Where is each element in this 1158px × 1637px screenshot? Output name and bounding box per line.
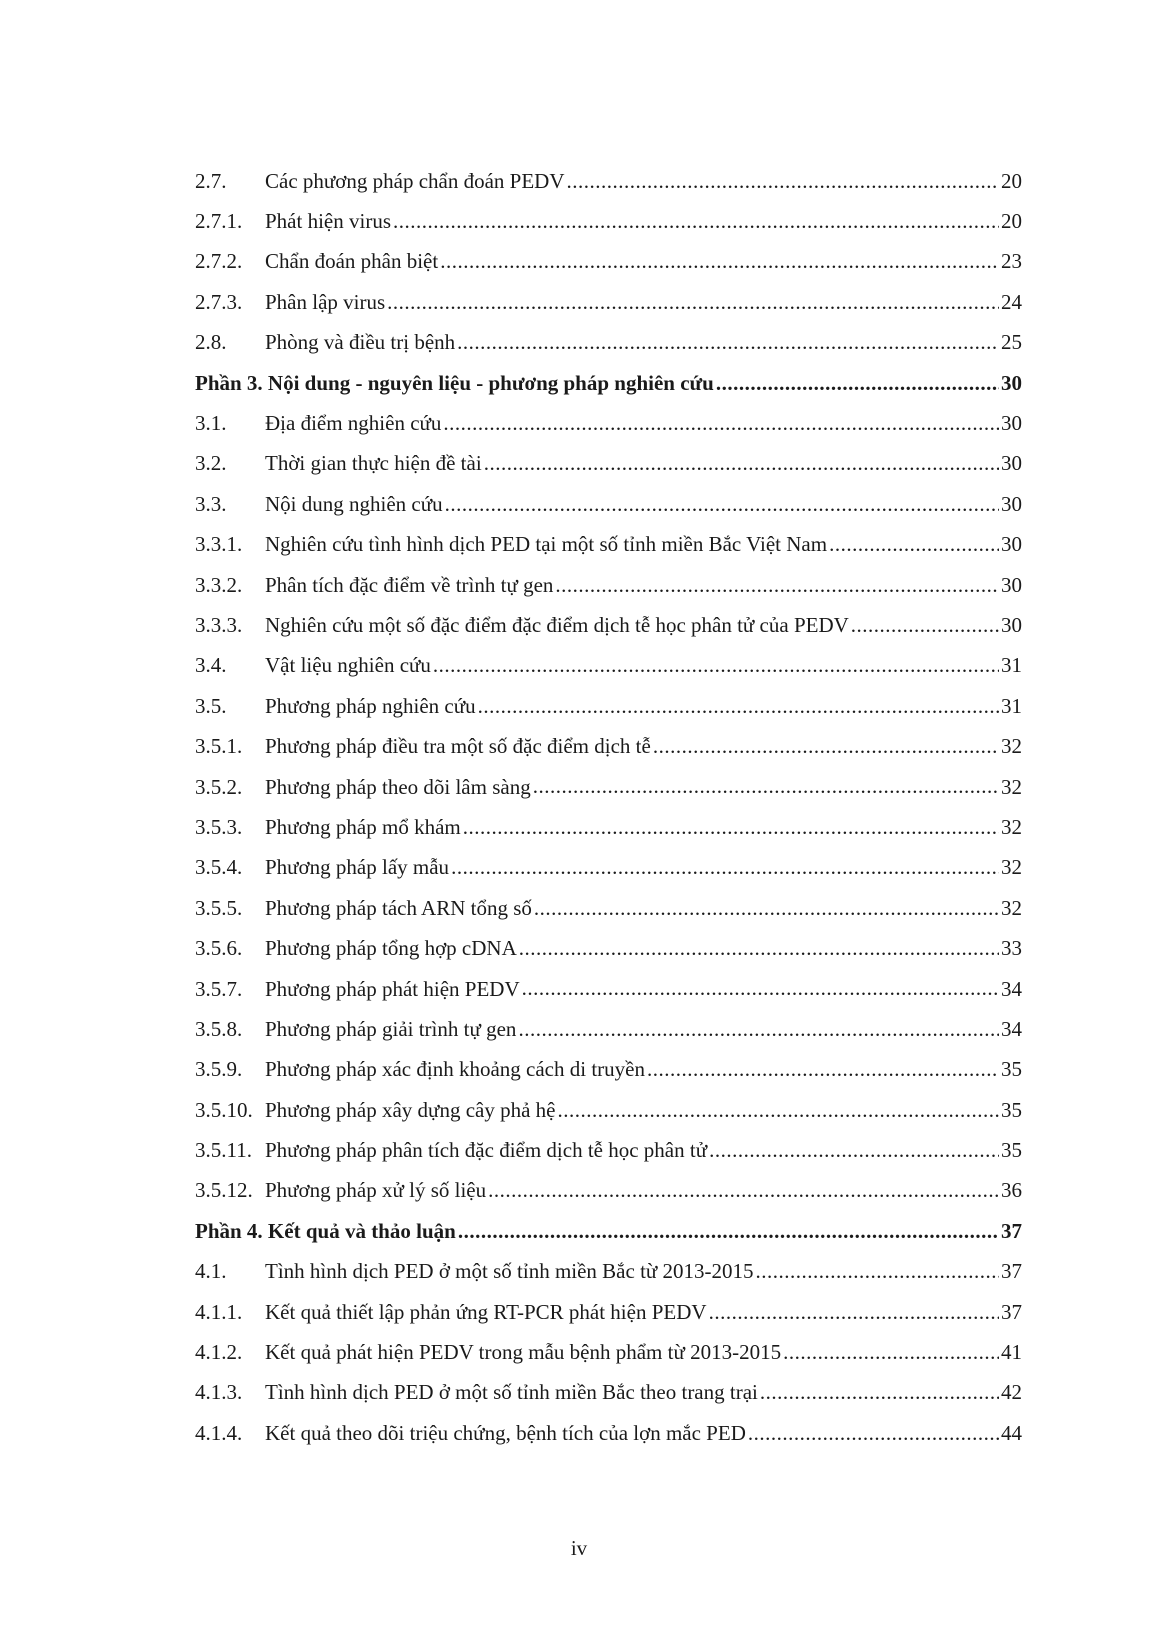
toc-entry-page: 32 [1001,814,1022,839]
toc-entry[interactable] [195,444,1022,484]
toc-entry[interactable] [195,807,1022,847]
dot-leader [707,1300,999,1325]
toc-entry-number: 3.5.1. [195,734,243,759]
dot-leader [754,1259,999,1284]
toc-entry-page: 32 [1001,774,1022,799]
toc-entry-title: Phương pháp tổng hợp cDNA [265,936,517,961]
dot-leader [707,1138,999,1163]
dot-leader [746,1421,999,1446]
toc-entry-number: 4.1.3. [195,1380,243,1405]
dot-leader [827,532,999,557]
toc-entry-number: 3.5.6. [195,936,243,961]
toc-entry-number: 3.5. [195,693,227,718]
dot-leader [443,492,999,517]
toc-entry[interactable] [195,726,1022,766]
toc-entry[interactable] [195,969,1022,1009]
toc-entry-number: 3.3.1. [195,532,243,557]
toc-entry-number: 2.7.2. [195,249,243,274]
toc-heading[interactable] [195,1211,1022,1251]
toc-entry-number: 4.1.1. [195,1299,243,1324]
toc-entry-number: 3.5.8. [195,1016,243,1041]
toc-entry[interactable] [195,1292,1022,1332]
toc-entry-page: 34 [1001,1016,1022,1041]
toc-entry-page: 32 [1001,895,1022,920]
toc-entry-page: 30 [1001,612,1022,637]
toc-entry-number: 3.3.3. [195,612,243,637]
toc-entry-page: 42 [1001,1380,1022,1405]
toc-entry-page: 23 [1001,249,1022,274]
toc-entry-number: 4.1.2. [195,1340,243,1365]
dot-leader [849,613,999,638]
dot-leader [781,1340,999,1365]
dot-leader [714,371,999,396]
toc-entry[interactable] [195,525,1022,565]
toc-entry-number: 3.5.5. [195,895,243,920]
toc-entry-page: 31 [1001,693,1022,718]
toc-entry-number: 2.7. [195,168,227,193]
toc-entry-title: Thời gian thực hiện đề tài [265,451,482,476]
toc-entry-title: Phương pháp điều tra một số đặc điểm dịch tễ [265,734,651,759]
toc-entry[interactable] [195,484,1022,524]
dot-leader [553,573,999,598]
toc-entry-page: 32 [1001,734,1022,759]
dot-leader [438,249,999,274]
dot-leader [456,1219,999,1244]
dot-leader [486,1178,999,1203]
toc-entry-number: 3.5.4. [195,855,243,880]
toc-entry-page: 30 [1001,572,1022,597]
dot-leader [517,936,999,961]
dot-leader [455,330,999,355]
toc-entry-page: 25 [1001,330,1022,355]
toc-entry[interactable] [195,767,1022,807]
toc-entry-page: 35 [1001,1138,1022,1163]
toc-entry-title: Kết quả thiết lập phản ứng RT-PCR phát hiện PEDV [265,1299,707,1324]
toc-entry-title: Phần 4. Kết quả và thảo luận [195,1218,456,1243]
toc-entry-page: 30 [1001,370,1022,395]
toc-entry-title: Phương pháp xác định khoảng cách di truyền [265,1057,645,1082]
toc-entry-number: 3.5.3. [195,814,243,839]
toc-entry-page: 31 [1001,653,1022,678]
toc-entry-page: 41 [1001,1340,1022,1365]
toc-entry-page: 35 [1001,1097,1022,1122]
toc-entry-page: 30 [1001,532,1022,557]
dot-leader [385,290,999,315]
toc-entry-number: 3.5.7. [195,976,243,1001]
toc-entry[interactable] [195,1171,1022,1211]
toc-entry-page: 36 [1001,1178,1022,1203]
toc-entry[interactable] [195,1090,1022,1130]
toc-entry[interactable] [195,161,1022,201]
dot-leader [516,1017,999,1042]
toc-entry[interactable] [195,1373,1022,1413]
dot-leader [476,694,999,719]
toc-entry[interactable] [195,888,1022,928]
dot-leader [532,896,999,921]
toc-entry-title: Phân lập virus [265,289,386,314]
toc-entry-number: 3.4. [195,653,227,678]
toc-entry-title: Chẩn đoán phân biệt [265,249,439,274]
toc-entry-number: 4.1. [195,1259,227,1284]
toc-entry-page: 37 [1001,1259,1022,1284]
toc-entry-title: Tình hình dịch PED ở một số tỉnh miền Bắc theo trang trại [265,1380,758,1405]
toc-entry-number: 2.8. [195,330,227,355]
toc-entry-title: Phần 3. Nội dung - nguyên liệu - phương pháp nghiên cứu [195,370,714,395]
dot-leader [431,653,999,678]
toc-entry[interactable] [195,848,1022,888]
toc-entry[interactable] [195,323,1022,363]
toc-entry-page: 35 [1001,1057,1022,1082]
dot-leader [520,976,999,1001]
toc-entry-page: 37 [1001,1299,1022,1324]
toc-entry-title: Địa điểm nghiên cứu [265,411,442,436]
toc-entry-title: Phòng và điều trị bệnh [265,330,456,355]
toc-entry-page: 44 [1001,1420,1022,1445]
toc-entry-title: Các phương pháp chẩn đoán PEDV [265,168,565,193]
toc-entry[interactable] [195,646,1022,686]
toc-entry[interactable] [195,282,1022,322]
toc-entry[interactable] [195,686,1022,726]
toc-entry-title: Phương pháp tách ARN tổng số [265,895,532,920]
dot-leader [555,1098,999,1123]
toc-entry[interactable] [195,565,1022,605]
dot-leader [651,734,999,759]
toc-entry-page: 20 [1001,209,1022,234]
toc-entry[interactable] [195,1130,1022,1170]
toc-entry-title: Phương pháp xây dựng cây phả hệ [265,1097,556,1122]
dot-leader [531,774,999,799]
toc-entry-number: 3.1. [195,411,227,436]
dot-leader [449,855,999,880]
toc-entry-number: 2.7.3. [195,289,243,314]
dot-leader [758,1380,999,1405]
toc-entry-title: Phương pháp xử lý số liệu [265,1178,487,1203]
toc-entry[interactable] [195,605,1022,645]
toc-entry-title: Phương pháp nghiên cứu [265,693,476,718]
toc-entry-page: 37 [1001,1218,1022,1243]
toc-entry[interactable] [195,928,1022,968]
toc-entry-page: 34 [1001,976,1022,1001]
toc-entry-page: 32 [1001,855,1022,880]
toc-entry-page: 24 [1001,289,1022,314]
toc-entry-page: 20 [1001,168,1022,193]
toc-entry[interactable] [195,1332,1022,1372]
dot-leader [565,169,999,194]
toc-entry-number: 3.5.11. [195,1138,252,1163]
toc-entry-title: Kết quả theo dõi triệu chứng, bệnh tích của lợn mắc PED [265,1420,746,1445]
toc-entry-number: 4.1.4. [195,1420,243,1445]
toc-entry-title: Nghiên cứu một số đặc điểm đặc điểm dịch tễ học phân tử của PEDV [265,612,849,637]
toc-entry-title: Phương pháp phát hiện PEDV [265,976,520,1001]
toc-entry-number: 3.3.2. [195,572,243,597]
toc-entry-title: Nội dung nghiên cứu [265,491,443,516]
dot-leader [645,1057,999,1082]
toc-entry-title: Phát hiện virus [265,209,391,234]
dot-leader [461,815,999,840]
toc-entry[interactable] [195,1252,1022,1292]
dot-leader [482,451,999,476]
toc-entry-title: Kết quả phát hiện PEDV trong mẫu bệnh phẩm từ 2013-2015 [265,1340,782,1365]
toc-entry-number: 3.5.10. [195,1097,253,1122]
toc-entry-number: 3.5.9. [195,1057,243,1082]
toc-entry-number: 3.3. [195,491,227,516]
table-of-contents [195,161,1022,1454]
toc-entry-title: Phương pháp lấy mẫu [265,855,450,880]
dot-leader [441,411,999,436]
toc-entry-number: 2.7.1. [195,209,243,234]
page-number: iv [570,1536,588,1560]
toc-heading[interactable] [195,363,1022,403]
toc-entry-number: 3.2. [195,451,227,476]
toc-entry-number: 3.5.12. [195,1178,253,1203]
toc-entry-title: Phương pháp mổ khám [265,814,461,839]
toc-entry[interactable] [195,1009,1022,1049]
toc-entry[interactable] [195,242,1022,282]
toc-entry-title: Phương pháp giải trình tự gen [265,1016,517,1041]
toc-entry-title: Phương pháp phân tích đặc điểm dịch tễ học phân tử [265,1138,708,1163]
toc-entry[interactable] [195,1413,1022,1453]
toc-entry[interactable] [195,201,1022,241]
toc-entry-number: 3.5.2. [195,774,243,799]
toc-entry[interactable] [195,1050,1022,1090]
toc-entry-page: 30 [1001,491,1022,516]
toc-entry-title: Phân tích đặc điểm về trình tự gen [265,572,554,597]
toc-entry-title: Tình hình dịch PED ở một số tỉnh miền Bắc từ 2013-2015 [265,1259,754,1284]
toc-entry-title: Nghiên cứu tình hình dịch PED tại một số tỉnh miền Bắc Việt Nam [265,532,828,557]
toc-entry-page: 30 [1001,451,1022,476]
dot-leader [391,209,999,234]
toc-entry-page: 33 [1001,936,1022,961]
toc-entry-page: 30 [1001,411,1022,436]
toc-entry[interactable] [195,403,1022,443]
toc-entry-title: Vật liệu nghiên cứu [265,653,431,678]
toc-entry-title: Phương pháp theo dõi lâm sàng [265,774,531,799]
